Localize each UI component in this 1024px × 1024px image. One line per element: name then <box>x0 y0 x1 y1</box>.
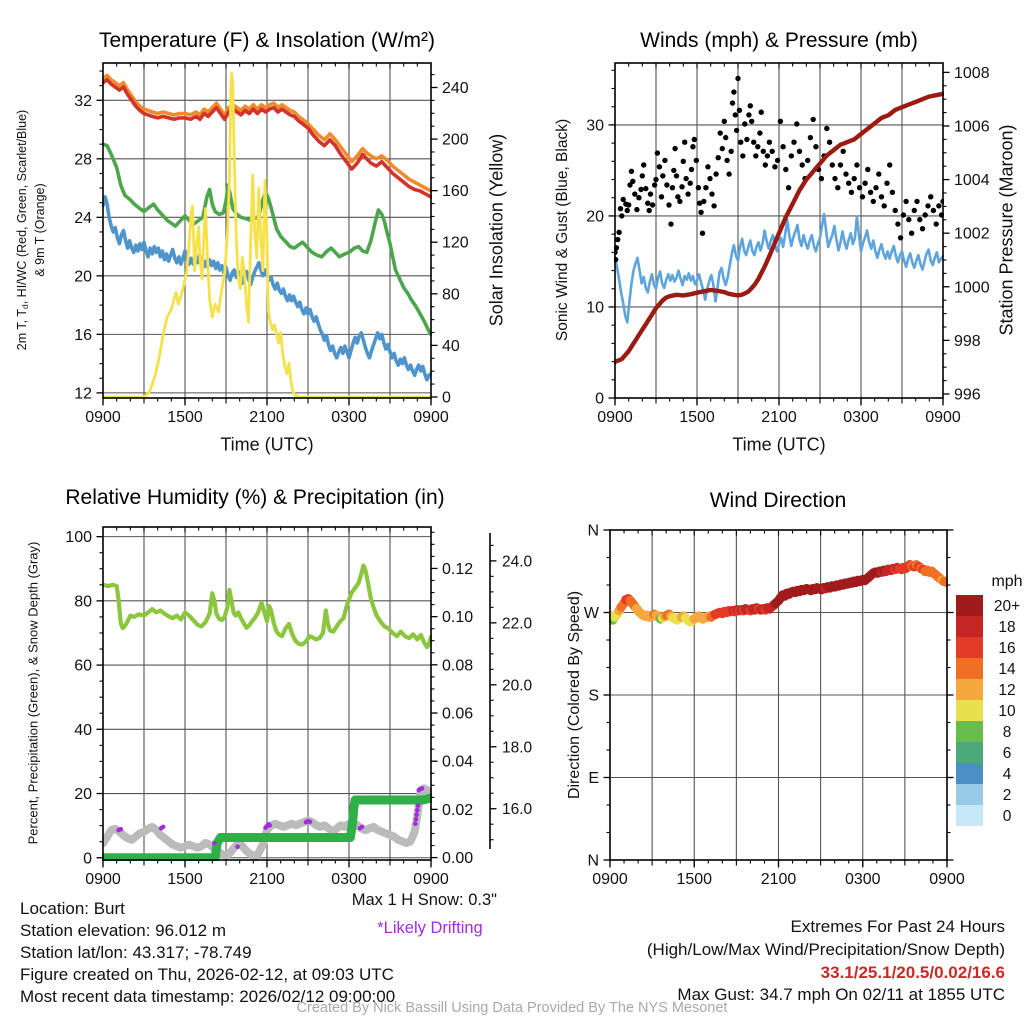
temp-y-axis-label-line2: & 9m T (Orange) <box>33 183 47 277</box>
svg-text:0900: 0900 <box>85 409 121 426</box>
svg-text:0.12: 0.12 <box>442 560 474 578</box>
svg-text:20: 20 <box>586 208 604 226</box>
svg-text:N: N <box>587 522 599 540</box>
extremes-subtitle: (High/Low/Max Wind/Precipitation/Snow Depth) <box>646 939 1005 959</box>
direction-y-axis-label: Direction (Colored By Speed) <box>566 590 583 800</box>
svg-text:1004: 1004 <box>954 172 990 190</box>
station-elevation: Station elevation: 96.012 m <box>20 921 227 940</box>
svg-text:0900: 0900 <box>592 871 628 888</box>
panel-title-temperature: Temperature (F) & Insolation (W/m²) <box>98 29 436 52</box>
svg-text:28: 28 <box>74 151 92 169</box>
svg-text:14: 14 <box>998 661 1016 678</box>
svg-text:40: 40 <box>74 721 92 739</box>
data-timestamp: Most recent data timestamp: 2026/02/12 09:00:00 <box>20 987 396 1006</box>
time-utc-label-left: Time (UTC) <box>220 434 314 455</box>
svg-text:0300: 0300 <box>331 409 367 426</box>
svg-text:120: 120 <box>442 234 469 252</box>
svg-text:8: 8 <box>1002 724 1012 741</box>
svg-text:240: 240 <box>442 79 469 97</box>
svg-text:0.06: 0.06 <box>442 705 474 723</box>
svg-text:18: 18 <box>998 619 1016 636</box>
svg-text:W: W <box>583 605 599 622</box>
svg-text:1500: 1500 <box>167 409 203 426</box>
svg-text:160: 160 <box>442 183 469 201</box>
svg-text:40: 40 <box>442 337 460 355</box>
svg-text:1500: 1500 <box>167 871 203 888</box>
station-location: Location: Burt <box>20 899 125 918</box>
svg-text:10: 10 <box>586 299 604 317</box>
svg-text:1500: 1500 <box>676 871 713 888</box>
svg-text:998: 998 <box>954 332 981 350</box>
panel-rh <box>65 527 532 888</box>
svg-text:20+: 20+ <box>993 598 1021 615</box>
svg-text:24: 24 <box>74 209 92 227</box>
station-latlon: Station lat/lon: 43.317; -78.749 <box>20 943 252 962</box>
svg-text:1500: 1500 <box>679 409 715 426</box>
svg-text:0.10: 0.10 <box>442 609 474 627</box>
temp-y-axis-label-line1: 2m T, Td, HI/WC (Red, Green, Scarlet/Blue) <box>14 109 31 351</box>
svg-text:0900: 0900 <box>597 409 633 426</box>
colorbar-title: mph <box>991 573 1023 590</box>
svg-text:20: 20 <box>74 786 92 804</box>
svg-text:0300: 0300 <box>331 871 367 888</box>
svg-text:S: S <box>588 687 599 705</box>
svg-text:4: 4 <box>1002 766 1012 783</box>
pressure-y-axis-label: Station Pressure (Maroon) <box>996 124 1017 336</box>
svg-text:0: 0 <box>83 850 92 868</box>
humidity-y-axis-label: Percent, Precipitation (Green), & Snow Depth (Gray) <box>25 541 41 845</box>
svg-text:80: 80 <box>74 593 92 611</box>
svg-text:12: 12 <box>74 385 92 403</box>
wind-y-axis-label: Sonic Wind & Gust (Blue, Black) <box>554 118 571 342</box>
svg-text:1006: 1006 <box>954 118 990 136</box>
max-snow-note: Max 1 H Snow: 0.3" <box>351 891 497 909</box>
svg-text:1008: 1008 <box>954 64 990 82</box>
panel-title-humidity-precip: Relative Humidity (%) & Precipitation (in) <box>65 486 445 509</box>
panel-wind <box>586 63 989 426</box>
svg-text:60: 60 <box>74 657 92 675</box>
svg-text:996: 996 <box>954 386 981 404</box>
time-utc-label-right: Time (UTC) <box>732 434 826 455</box>
svg-text:2100: 2100 <box>760 871 797 888</box>
svg-text:2100: 2100 <box>249 409 285 426</box>
station-info <box>20 898 395 1008</box>
svg-text:0300: 0300 <box>844 871 881 888</box>
panel-title-winds-pressure: Winds (mph) & Pressure (mb) <box>640 29 918 52</box>
temp-y-axis-label <box>13 110 49 350</box>
svg-text:16: 16 <box>998 640 1016 657</box>
svg-text:2100: 2100 <box>761 409 797 426</box>
svg-text:80: 80 <box>442 286 460 304</box>
likely-drifting-note: *Likely Drifting <box>377 919 483 937</box>
svg-text:32: 32 <box>74 92 92 110</box>
insolation-y-axis-label: Solar Insolation (Yellow) <box>486 133 507 327</box>
svg-text:0: 0 <box>595 390 604 408</box>
svg-text:0.08: 0.08 <box>442 657 474 675</box>
svg-text:1002: 1002 <box>954 225 990 243</box>
svg-text:0.02: 0.02 <box>442 801 474 819</box>
svg-text:30: 30 <box>586 117 604 135</box>
panel-temp <box>74 63 469 426</box>
max-gust: Max Gust: 34.7 mph On 02/11 at 1855 UTC <box>677 985 1005 1005</box>
svg-text:0900: 0900 <box>413 871 449 888</box>
extremes-title: Extremes For Past 24 Hours <box>790 917 1005 936</box>
svg-text:10: 10 <box>998 703 1016 720</box>
extremes-block <box>647 916 1005 1007</box>
svg-text:2: 2 <box>1002 787 1012 804</box>
svg-text:24.0: 24.0 <box>502 553 533 571</box>
svg-text:20.0: 20.0 <box>502 677 533 695</box>
extremes-values: 33.1/25.1/20.5/0.02/16.6 <box>820 962 1005 982</box>
panel-dir <box>584 523 965 889</box>
svg-text:20: 20 <box>74 268 92 286</box>
svg-text:6: 6 <box>1002 745 1012 762</box>
svg-text:18.0: 18.0 <box>502 739 533 757</box>
svg-text:100: 100 <box>65 529 92 547</box>
svg-text:1000: 1000 <box>954 279 990 297</box>
panel-title-wind-direction: Wind Direction <box>709 489 847 512</box>
svg-text:0.04: 0.04 <box>442 753 474 771</box>
svg-text:0300: 0300 <box>843 409 879 426</box>
svg-text:16: 16 <box>74 326 92 344</box>
svg-text:200: 200 <box>442 131 469 149</box>
svg-text:2100: 2100 <box>249 871 285 888</box>
svg-text:0900: 0900 <box>413 409 449 426</box>
svg-text:0: 0 <box>442 389 451 407</box>
svg-text:0900: 0900 <box>925 409 961 426</box>
svg-text:0.00: 0.00 <box>442 850 474 868</box>
svg-text:E: E <box>588 770 599 787</box>
credit-line: Created By Nick Bassill Using Data Provided By The NYS Mesonet <box>296 1000 728 1016</box>
wind-speed-colorbar <box>956 573 1023 826</box>
svg-text:16.0: 16.0 <box>502 801 533 819</box>
figure-created: Figure created on Thu, 2026-02-12, at 09:03 UTC <box>20 965 394 984</box>
svg-text:0900: 0900 <box>929 871 965 888</box>
svg-text:N: N <box>587 852 599 870</box>
svg-text:12: 12 <box>998 682 1016 699</box>
svg-text:22.0: 22.0 <box>502 615 533 633</box>
svg-text:0900: 0900 <box>85 871 121 888</box>
svg-text:0: 0 <box>1002 808 1012 825</box>
